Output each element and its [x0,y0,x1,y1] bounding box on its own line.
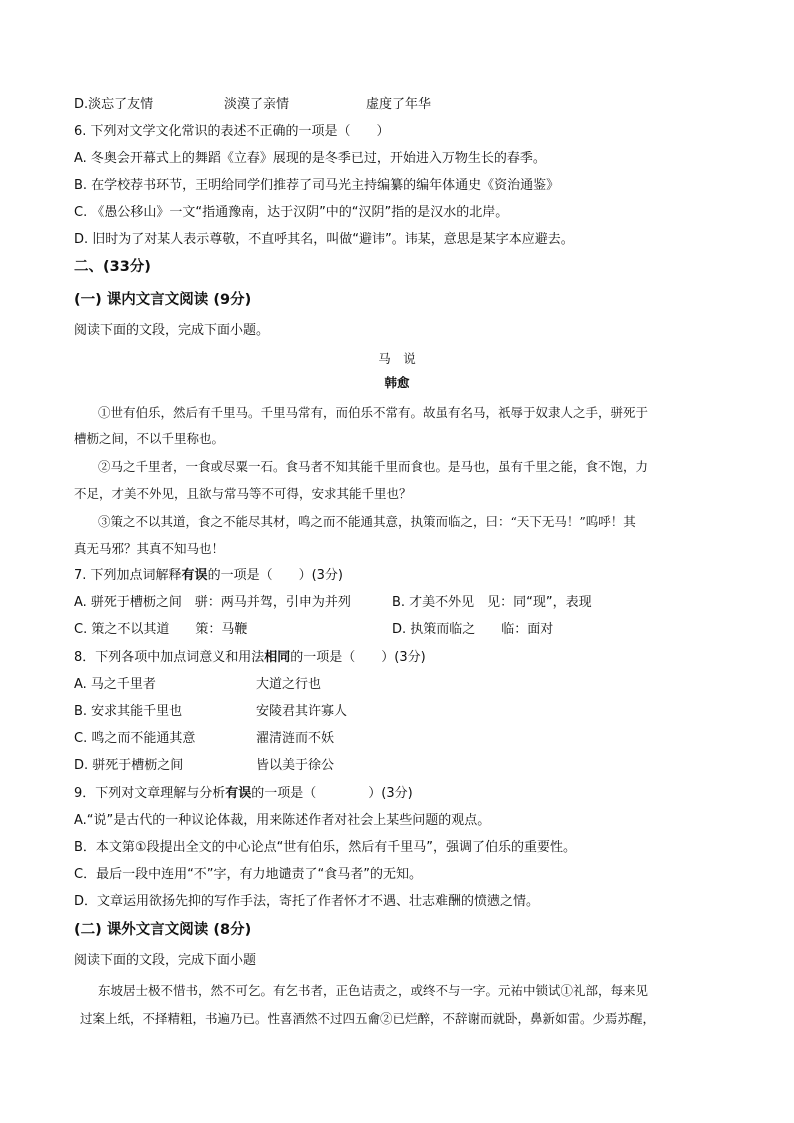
question-7: 7. 下列加点词解释有误的一项是（ ）(3分) [74,568,343,583]
q9-option-b: B．本文第①段提出全文的中心论点“世有伯乐，然后有千里马”，强调了伯乐的重要性。 [74,840,577,855]
passage-author: 韩愈 [384,375,410,390]
q7-options-row-2 [74,621,553,639]
q9-option-a: A.“说”是古代的一种议论体裁，用来陈述作者对社会上某些问题的观点。 [74,813,491,828]
option-d-text: D.淡忘了友情 [74,97,154,112]
passage-paragraph-2-cont: 不足，才美不外见，且欲与常马等不可得，安求其能千里也？ [74,486,412,501]
passage-title: 马 说 [378,351,416,366]
q6-option-c: C. 《愚公移山》一文“指通豫南，达于汉阴”中的“汉阴”指的是汉水的北岸。 [74,205,509,220]
passage-paragraph-2: ②马之千里者，一食或尽粟一石。食马者不知其能千里而食也。是马也，虽有千里之能，食不饱，力 [98,459,649,474]
question-6: 6. 下列对文学文化常识的表述不正确的一项是（ ） [74,124,390,139]
option-d-text-2: 淡漠了亲情 [224,97,290,112]
question-9: 9．下列对文章理解与分析有误的一项是（ ）(3分) [74,786,413,801]
question-8: 8．下列各项中加点词意义和用法相同的一项是（ ）(3分) [74,650,426,665]
section-2-heading: (二) 课外文言文阅读 (8分) [74,922,252,938]
q7-option-d: D. 执策而临之 临：面对 [392,622,554,637]
q6-option-d: D. 旧时为了对某人表示尊敬，不直呼其名，叫做“避讳”。讳某，意思是某字本应避去。 [74,232,574,247]
q7-options-row-1 [74,594,592,612]
passage-paragraph-3-cont: 真无马邪？其真不知马也！ [74,541,225,556]
q8-option-c: C. 鸣之而不能通其意 濯清涟而不妖 [74,731,335,746]
section-2-intro: 阅读下面的文段，完成下面小题 [74,953,257,968]
passage-paragraph-1-cont: 槽枥之间，不以千里称也。 [74,431,225,446]
q9-option-c: C．最后一段中连用“不”字，有力地谴责了“食马者”的无知。 [74,867,423,882]
q7-option-a: A. 骈死于槽枥之间 骈：两马并驾，引申为并列 [74,595,351,610]
q8-option-d: D. 骈死于槽枥之间 皆以美于徐公 [74,758,335,773]
passage-paragraph-3: ③策之不以其道，食之不能尽其材，鸣之而不能通其意，执策而临之，曰：“天下无马！”呜呼！其 [98,514,636,529]
q8-option-b: B. 安求其能千里也 安陵君其许寡人 [74,704,348,719]
option-d-text-3: 虚度了年华 [366,97,432,112]
q6-option-b: B. 在学校荐书环节，王明给同学们推荐了司马光主持编纂的编年体通史《资治通鉴》 [74,178,560,193]
q6-option-a: A. 冬奥会开幕式上的舞蹈《立春》展现的是冬季已过，开始进入万物生长的春季。 [74,151,546,166]
section-1-intro: 阅读下面的文段，完成下面小题。 [74,323,270,338]
passage-2-line-2: 过案上纸，不择精粗，书遍乃已。性喜酒然不过四五龠②已烂醉，不辞谢而就卧，鼻新如雷。少焉苏醒， [80,1011,656,1026]
q8-option-a: A. 马之千里者 大道之行也 [74,677,322,692]
q5-option-d-line [74,96,431,114]
q9-option-d: D．文章运用欲扬先抑的写作手法，寄托了作者怀才不遇、壮志难酬的愤懑之情。 [74,894,540,909]
passage-paragraph-1: ①世有伯乐，然后有千里马。千里马常有，而伯乐不常有。故虽有名马，祇辱于奴隶人之手，骈死于 [98,405,649,420]
q7-option-c: C. 策之不以其道 策：马鞭 [74,622,248,637]
q7-option-b: B. 才美不外见 见：同“现”，表现 [392,595,592,610]
part-2-heading: 二、(33分) [74,259,151,275]
section-1-heading: (一) 课内文言文阅读 (9分) [74,292,252,308]
passage-2-line-1: 东坡居士极不惜书，然不可乞。有乞书者，正色诘责之，或终不与一字。元祐中锁试①礼部，每来见 [98,983,649,998]
